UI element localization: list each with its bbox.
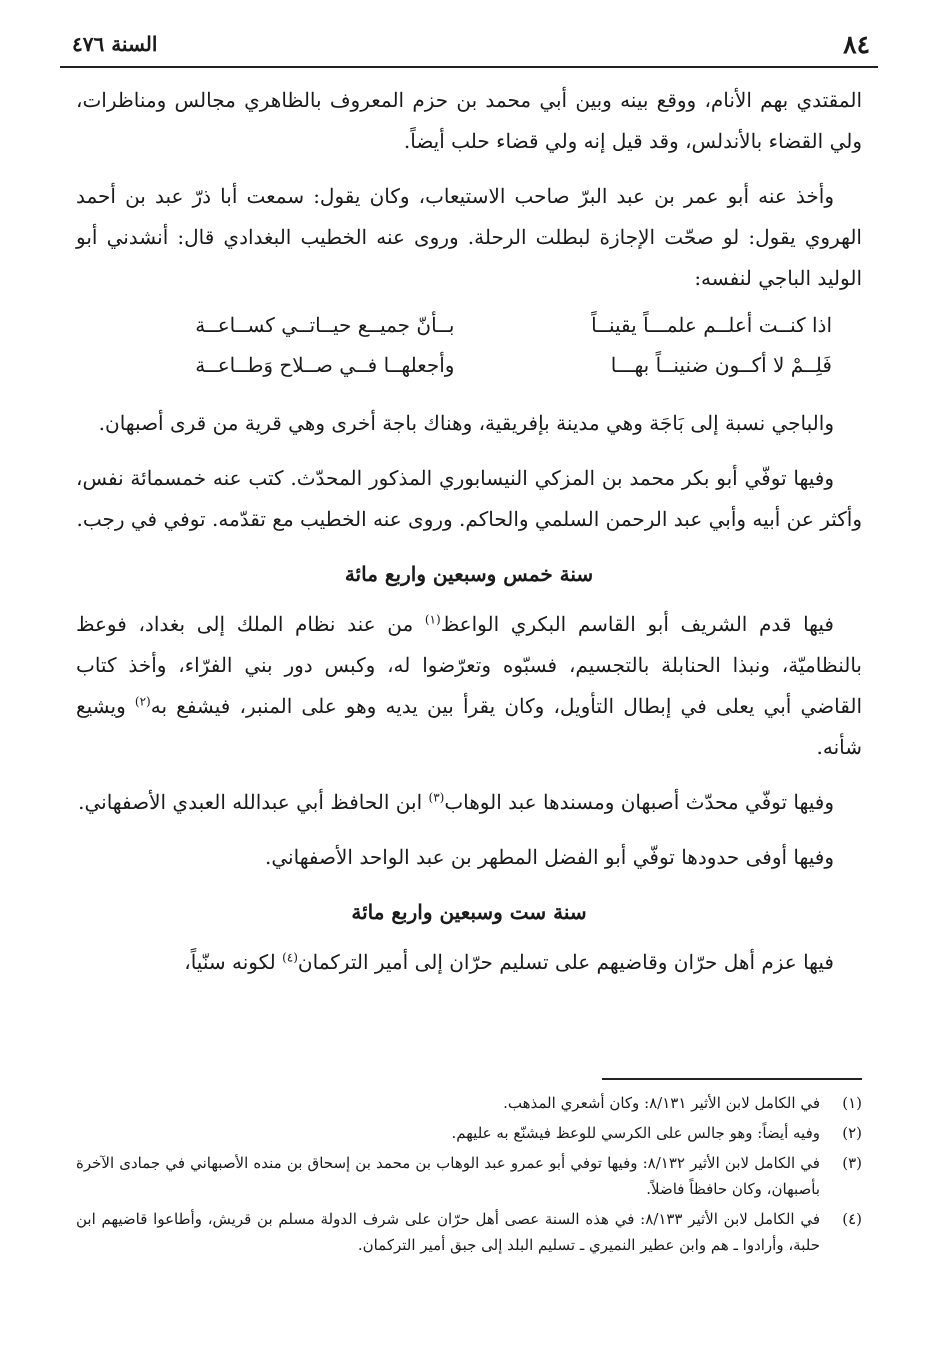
- footnote-item: [76, 1150, 862, 1202]
- footnotes: [76, 1090, 862, 1262]
- poem-line: [106, 345, 832, 385]
- paragraph-muzakki: وفيها توفّي أبو بكر محمد بن المزكي النيسابوري المذكور المحدّث. كتب عنه خمسمائة نفس، وأكثر عن أبيه وأبي عبد الرحمن السلمي والحاكم. وروى عنه الخطيب مع تقدّمه. توفي في رجب.: [76, 466, 862, 531]
- main-text: [76, 80, 862, 997]
- footnote-ref[interactable]: (٣): [428, 790, 445, 805]
- footnote-item: [76, 1206, 862, 1258]
- page-number: ٨٤: [843, 30, 870, 59]
- running-head: السنة ٤٧٦: [72, 32, 158, 56]
- poem-second-hemistich: وأجعلهــا فــي صــلاح وَطــاعــة: [195, 353, 455, 377]
- paragraph-harran: فيها عزم أهل حرّان وقاضيهم على تسليم حرّان إلى أمير التركمان$^{(٤)}$ لكونه سنّياً،: [184, 950, 834, 974]
- section-title-476: سنة ست وسبعين واربع مائة: [351, 900, 587, 924]
- footnote-number: (٣): [842, 1154, 862, 1172]
- section-title-475: سنة خمس وسبعين واربع مائة: [344, 562, 594, 586]
- footnote-item: [76, 1120, 862, 1146]
- paragraph-bakri: فيها قدم الشريف أبو القاسم البكري الواعظ$^{(١)}$ من عند نظام الملك إلى بغداد، فوعظ بالنظاميّة، ونبذا الحنابلة بالتجسيم، فسبّوه وتعرّضوا له، وكبس دور بني الفرّاء، وأخذ كتاب القاضي أبي يعلى في إبطال التأويل، وكان يقرأ بين يديه وهو على المنبر، فيشفع به$^{(٢)}$ ويشيع شأنه.: [76, 612, 863, 759]
- footnote-number: (٢): [842, 1124, 862, 1142]
- paragraph-mutahhar: وفيها أوفى حدودها توفّي أبو الفضل المطهر بن عبد الواحد الأصفهاني.: [265, 845, 834, 869]
- page-header: [60, 26, 878, 68]
- paragraph-abd-al-wahhab: وفيها توفّي محدّث أصبهان ومسندها عبد الوهاب$^{(٣)}$ ابن الحافظ أبي عبدالله العبدي الأصفهاني.: [78, 790, 834, 814]
- footnote-ref[interactable]: (١): [424, 612, 441, 627]
- footnote-separator: [602, 1078, 862, 1080]
- poem-second-hemistich: بــأنّ جميــع حيــاتــي كســاعــة: [195, 313, 455, 337]
- paragraph-continued: المقتدي بهم الأنام، ووقع بينه وبين أبي محمد بن حزم المعروف بالظاهري مجالس ومناظرات، ولي القضاء بالأندلس، وقد قيل إنه ولي قضاء حلب أيضاً.: [76, 88, 862, 153]
- poem-line: [106, 305, 832, 345]
- footnote-text: وفيه أيضاً: وهو جالس على الكرسي للوعظ فيشنّع به عليهم.: [451, 1124, 820, 1142]
- footnote-ref[interactable]: (٢): [134, 694, 151, 709]
- footnote-text: في الكامل لابن الأثير ٨/١٣١: وكان أشعري المذهب.: [503, 1094, 820, 1112]
- footnote-text: في الكامل لابن الأثير ٨/١٣٣: في هذه السنة عصى أهل حرّان على شرف الدولة مسلم بن قريش، وأطاعوا قاضيهم ابن حلبة، وأرادوا ـ هم وابن عطير النميري ـ تسليم البلد إلى جبق أمير التركمان.: [76, 1210, 820, 1254]
- footnote-number: (٤): [842, 1210, 862, 1228]
- footnote-ref[interactable]: (٤): [282, 950, 298, 965]
- poem-first-hemistich: اذا كنــت أعلــم علمـــاً يقينــاً: [591, 313, 832, 337]
- footnote-text: في الكامل لابن الأثير ٨/١٣٢: وفيها توفي أبو عمرو عبد الوهاب بن محمد بن إسحاق بن منده الأصبهاني في جمادى الآخرة بأصبهان، وكان حافظاً فاضلاً.: [76, 1154, 820, 1198]
- poem: [76, 305, 862, 385]
- footnote-item: [76, 1090, 862, 1116]
- paragraph-ibn-abd-al-barr: وأخذ عنه أبو عمر بن عبد البرّ صاحب الاستيعاب، وكان يقول: سمعت أبا ذرّ عبد بن أحمد الهروي يقول: لو صحّت الإجازة لبطلت الرحلة. وروى عنه الخطيب البغدادي قال: أنشدني أبو الوليد الباجي لنفسه:: [76, 184, 862, 290]
- paragraph-baji: والباجي نسبة إلى بَاجَة وهي مدينة بإفريقية، وهناك باجة أخرى وهي قرية من قرى أصبهان.: [98, 411, 834, 435]
- footnote-number: (١): [842, 1094, 862, 1112]
- poem-first-hemistich: فَلِــمْ لا أكــون ضنينــاً بهـــا: [610, 353, 832, 377]
